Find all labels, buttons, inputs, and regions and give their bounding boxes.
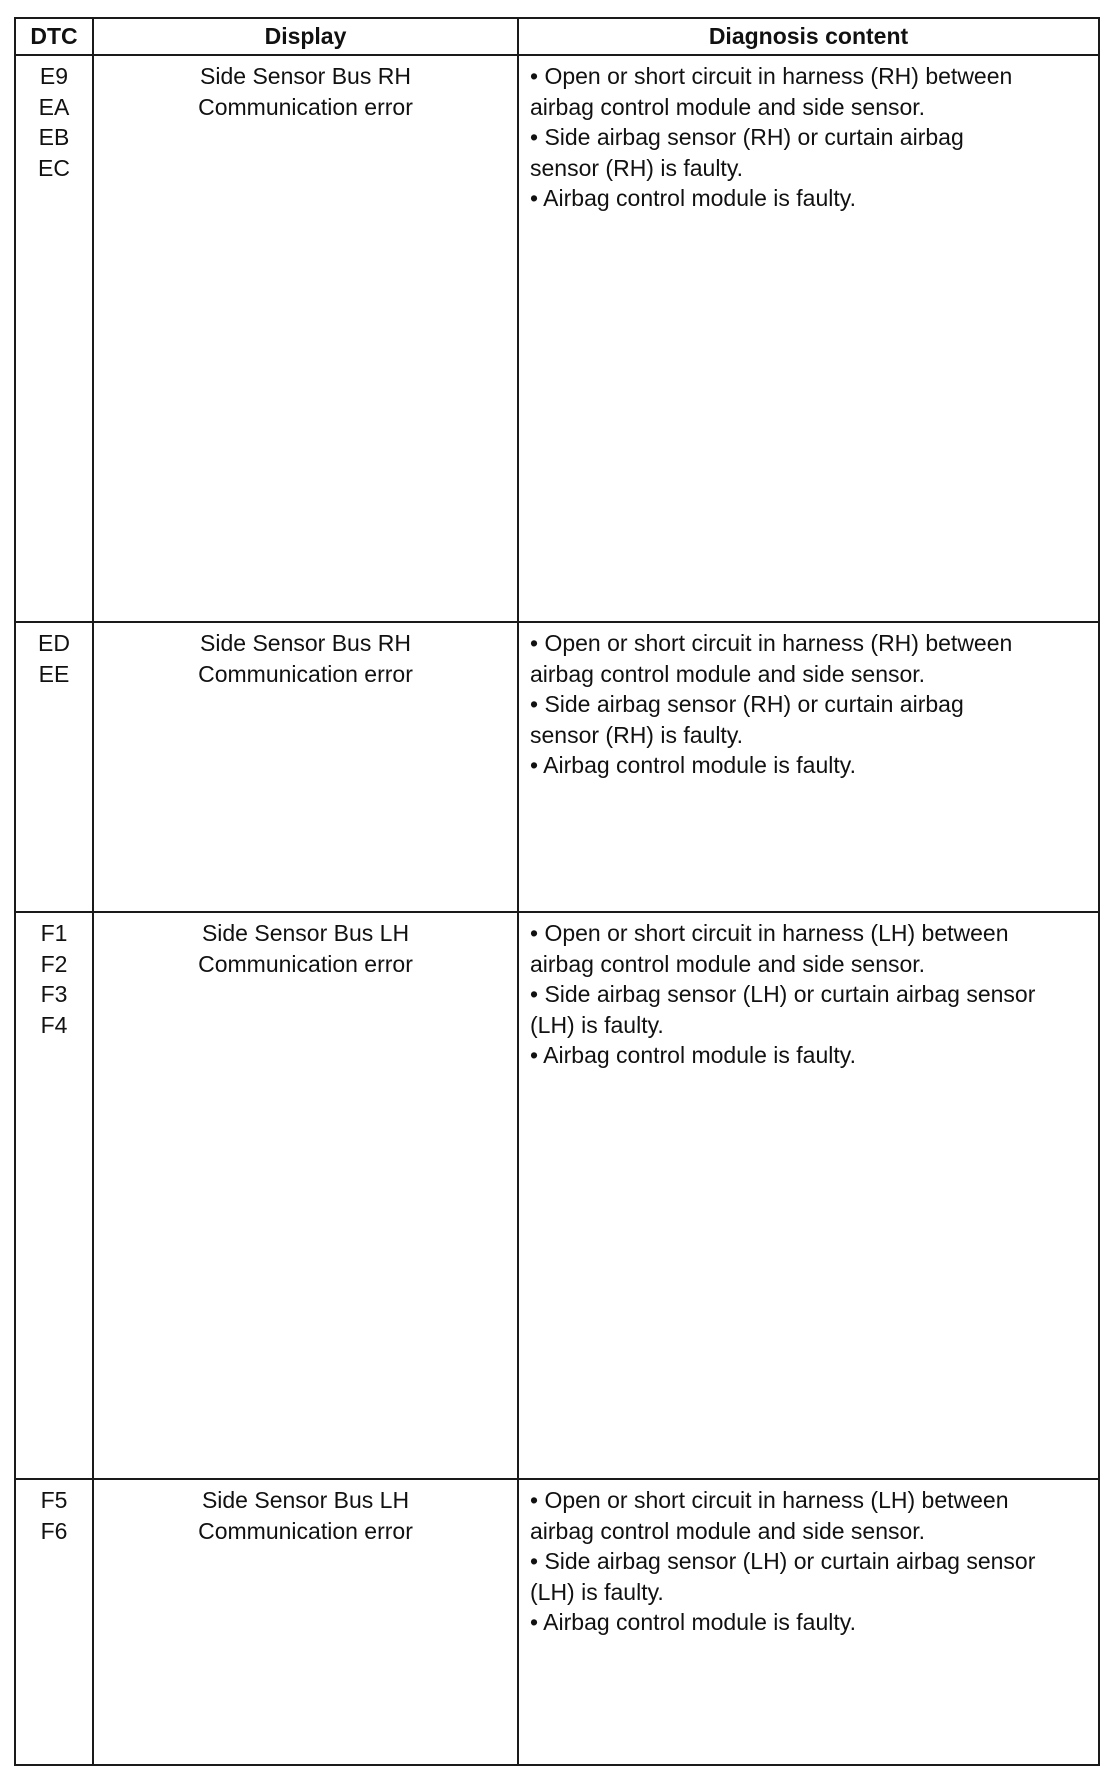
- table-row: [15, 1479, 1099, 1765]
- dtc-code: F4: [40, 1011, 68, 1038]
- table-row: [15, 912, 1099, 1479]
- dtc-cell: [15, 55, 93, 622]
- dtc-code: EE: [38, 660, 70, 687]
- diagnosis-line: (LH) is faulty.: [530, 1578, 664, 1605]
- display-cell: [93, 912, 518, 1479]
- diagnosis-line: • Airbag control module is faulty.: [530, 185, 856, 211]
- diagnosis-line: airbag control module and side sensor.: [530, 93, 926, 120]
- display-text: Side Sensor Bus RH: [200, 630, 411, 656]
- dtc-code: EC: [38, 154, 70, 181]
- diagnosis-line: • Open or short circuit in harness (RH) between: [530, 63, 1013, 89]
- diagnosis-cell: [518, 1479, 1099, 1765]
- display-cell: [93, 55, 518, 622]
- diagnosis-line: • Airbag control module is faulty.: [530, 1042, 856, 1068]
- diagnosis-line: sensor (RH) is faulty.: [530, 721, 744, 748]
- dtc-code: F3: [40, 981, 68, 1007]
- display-text: Communication error: [198, 660, 413, 687]
- dtc-table: [14, 17, 1100, 1766]
- table-row: [15, 55, 1099, 622]
- dtc-code: EB: [38, 124, 70, 150]
- diagnosis-line: • Side airbag sensor (LH) or curtain airbag sensor: [530, 1548, 1036, 1574]
- diagnosis-line: airbag control module and side sensor.: [530, 660, 926, 687]
- dtc-code: F2: [40, 950, 68, 977]
- diagnosis-cell: [518, 622, 1099, 912]
- header-dtc: DTC: [15, 18, 93, 55]
- diagnosis-line: • Side airbag sensor (RH) or curtain airbag: [530, 124, 964, 150]
- header-display: Display: [93, 18, 518, 55]
- diagnosis-line: • Open or short circuit in harness (RH) between: [530, 630, 1013, 656]
- diagnosis-line: • Open or short circuit in harness (LH) between: [530, 1487, 1009, 1513]
- diagnosis-line: • Side airbag sensor (LH) or curtain airbag sensor: [530, 981, 1036, 1007]
- dtc-code: ED: [38, 630, 70, 656]
- header-diagnosis: Diagnosis content: [518, 18, 1099, 55]
- dtc-cell: [15, 622, 93, 912]
- display-cell: [93, 622, 518, 912]
- dtc-code: F1: [40, 920, 68, 946]
- table-row: [15, 622, 1099, 912]
- display-text: Side Sensor Bus LH: [201, 920, 410, 946]
- display-text: Side Sensor Bus LH: [201, 1487, 410, 1513]
- diagnosis-cell: [518, 912, 1099, 1479]
- diagnosis-line: • Open or short circuit in harness (LH) between: [530, 920, 1009, 946]
- dtc-cell: [15, 1479, 93, 1765]
- diagnosis-line: • Airbag control module is faulty.: [530, 752, 856, 778]
- dtc-code: EA: [38, 93, 70, 120]
- display-text: Communication error: [198, 1517, 413, 1544]
- diagnosis-line: airbag control module and side sensor.: [530, 950, 926, 977]
- display-text: Side Sensor Bus RH: [200, 63, 411, 89]
- diagnosis-line: sensor (RH) is faulty.: [530, 154, 744, 181]
- display-text: Communication error: [198, 93, 413, 120]
- dtc-code: F6: [40, 1517, 68, 1544]
- dtc-code: E9: [39, 63, 69, 89]
- diagnosis-cell: [518, 55, 1099, 622]
- header-row: [15, 18, 1099, 55]
- display-cell: [93, 1479, 518, 1765]
- diagnosis-line: (LH) is faulty.: [530, 1011, 664, 1038]
- diagnosis-line: • Side airbag sensor (RH) or curtain airbag: [530, 691, 964, 717]
- diagnosis-line: airbag control module and side sensor.: [530, 1517, 926, 1544]
- dtc-code: F5: [40, 1487, 68, 1513]
- diagnosis-line: • Airbag control module is faulty.: [530, 1609, 856, 1635]
- dtc-cell: [15, 912, 93, 1479]
- display-text: Communication error: [198, 950, 413, 977]
